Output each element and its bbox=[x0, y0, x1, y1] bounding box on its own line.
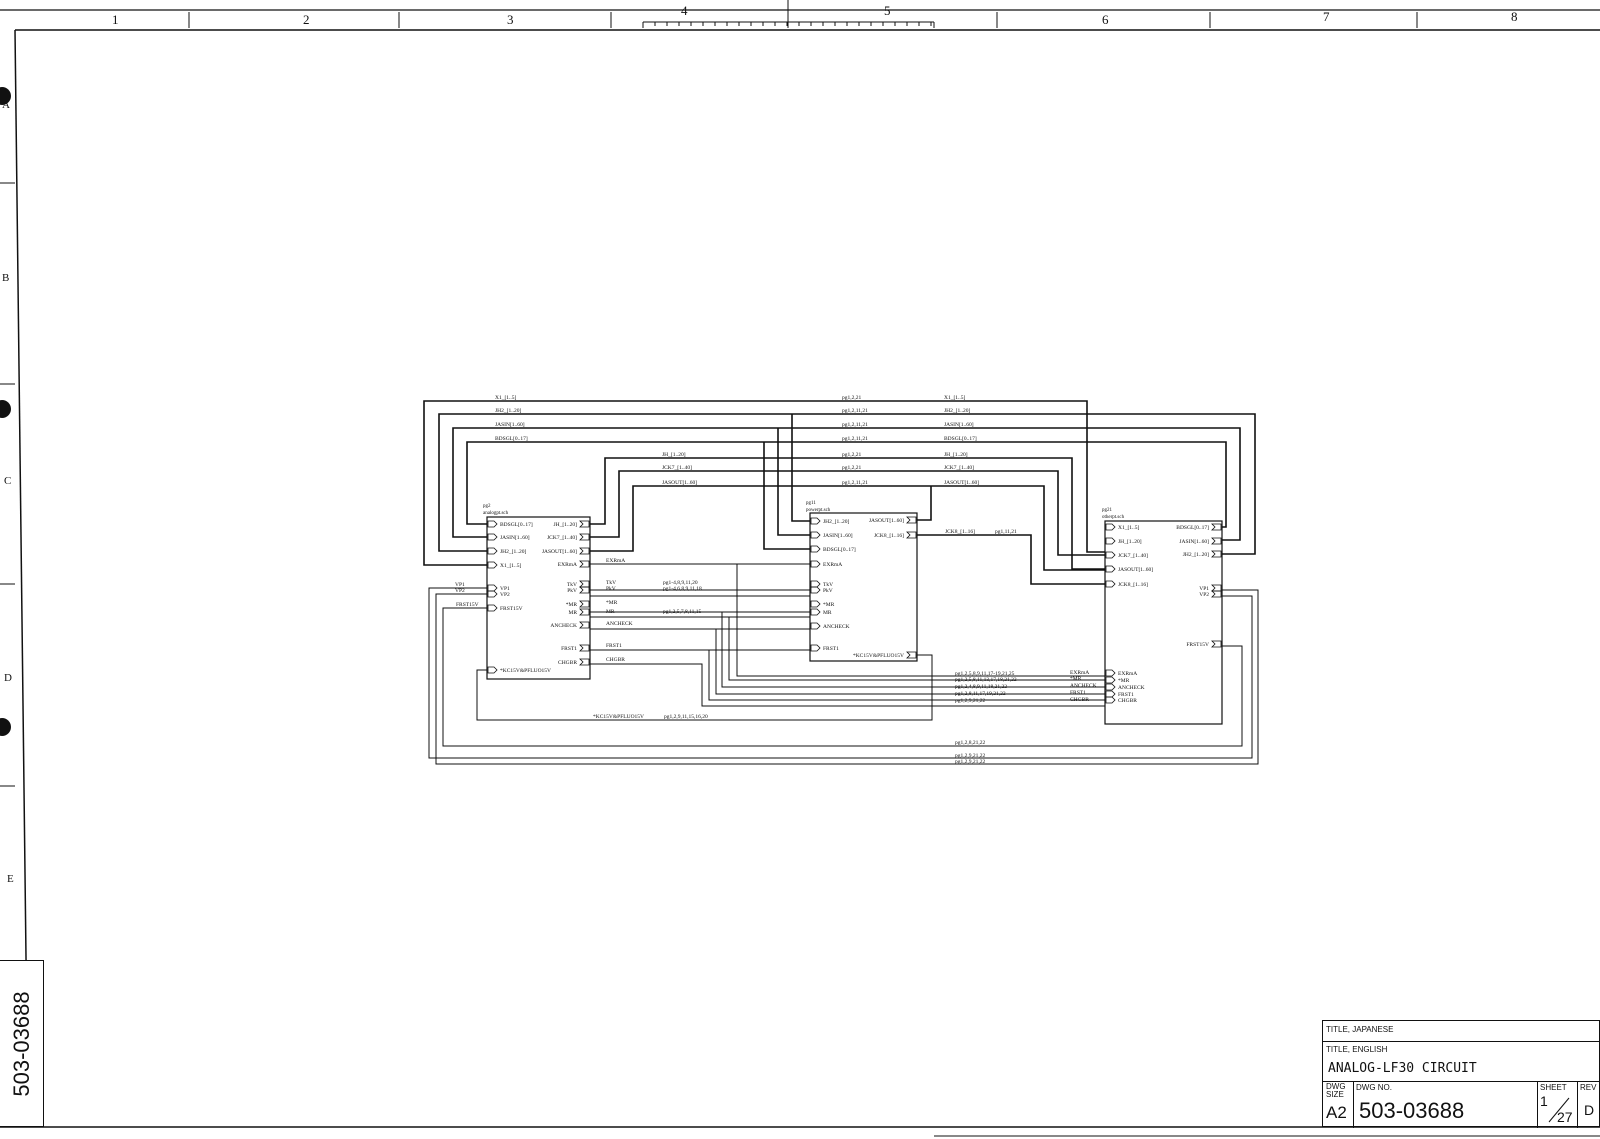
net-label: JASIN[1..60] bbox=[495, 422, 525, 428]
port-symbol bbox=[1106, 552, 1115, 558]
net-label: JH_[1..20] bbox=[662, 452, 686, 458]
pin-label: VP1 bbox=[500, 586, 510, 592]
port-symbol bbox=[811, 645, 820, 651]
port-symbol bbox=[1106, 670, 1115, 676]
port-symbol bbox=[811, 546, 820, 552]
net-ref: pg1,2,9,21,22 bbox=[955, 698, 986, 704]
col-label: 4 bbox=[681, 3, 688, 18]
port-symbol bbox=[580, 659, 589, 665]
row-label: C bbox=[4, 475, 12, 487]
port-symbol bbox=[1212, 585, 1221, 591]
col-label: 6 bbox=[1102, 12, 1109, 27]
port-symbol bbox=[580, 601, 589, 607]
pin-label: JCK8_[1..16] bbox=[874, 533, 904, 539]
port-symbol bbox=[580, 581, 589, 587]
row-label: D bbox=[4, 672, 12, 684]
pin-label: BDSGL[0..17] bbox=[500, 522, 533, 528]
pin-label: JH_[1..20] bbox=[553, 522, 577, 528]
col-label: 3 bbox=[507, 12, 514, 27]
column-labels bbox=[112, 3, 1518, 27]
net-label: *MR bbox=[1070, 676, 1082, 682]
sheet-label: SHEET bbox=[1540, 1083, 1567, 1092]
net-label: JASOUT[1..60] bbox=[944, 480, 980, 486]
pin-label: *MR bbox=[1118, 678, 1130, 684]
pin-label: VP2 bbox=[500, 592, 510, 598]
pin-label: JH2_[1..20] bbox=[500, 549, 527, 555]
sheet-block-power bbox=[806, 501, 917, 661]
port-symbol bbox=[488, 548, 497, 554]
port-symbol bbox=[907, 652, 916, 658]
pin-label: MR bbox=[568, 610, 577, 616]
net-ref: pg1-4,6,8,9,11,18 bbox=[663, 586, 702, 592]
port-symbol bbox=[580, 548, 589, 554]
net-ref: pg1,2,11,21 bbox=[842, 436, 868, 442]
pin-label: TkV bbox=[566, 582, 577, 588]
port-symbol bbox=[811, 623, 820, 629]
net-ref: pg1,2,4,8,9,11,18,21,22 bbox=[955, 684, 1008, 690]
net-label: JCK7_[1..40] bbox=[662, 465, 692, 471]
pin-label: FRST1 bbox=[1118, 692, 1134, 698]
col-label: 7 bbox=[1323, 9, 1330, 24]
net-ref: pg1,2,9,21,22 bbox=[955, 753, 986, 759]
pin-label: JH_[1..20] bbox=[1118, 539, 1142, 545]
pin-label: JH2_[1..20] bbox=[1182, 552, 1209, 558]
rev-label: REV bbox=[1580, 1083, 1597, 1092]
net-ref: pg1,2,5,8,9,11,17-19,21,25 bbox=[955, 671, 1015, 677]
pin-label: VP1 bbox=[1199, 586, 1209, 592]
title-english-label: TITLE, ENGLISH bbox=[1326, 1045, 1388, 1054]
col-label: 5 bbox=[884, 3, 891, 18]
net-ref: pg1,2,8,21,22 bbox=[955, 740, 986, 746]
port-symbol bbox=[488, 591, 497, 597]
net-ref: pg1-4,8,9,11,20 bbox=[663, 580, 698, 586]
block-ref: pg2 bbox=[483, 504, 491, 509]
side-drawing-number-text: 503-03688 bbox=[8, 990, 34, 1097]
net-label: X1_[1..5] bbox=[495, 395, 517, 401]
block-ref: pg21 bbox=[1102, 508, 1112, 513]
port-symbol bbox=[580, 622, 589, 628]
port-symbol bbox=[811, 518, 820, 524]
port-symbol bbox=[811, 581, 820, 587]
port-symbol bbox=[907, 532, 916, 538]
pin-label: ANCHECK bbox=[1118, 685, 1145, 691]
wire-jck8 bbox=[917, 535, 1105, 584]
sheet-current: 1 bbox=[1540, 1093, 1548, 1109]
row-label: A bbox=[2, 99, 10, 111]
signal-wires bbox=[429, 564, 1258, 764]
pin-label: JCK7_[1..40] bbox=[1118, 553, 1148, 559]
pin-label: BDSGL[0..17] bbox=[1176, 525, 1209, 531]
pin-label: FRST15V bbox=[500, 606, 523, 612]
wire-jasout-tap bbox=[917, 486, 931, 520]
net-label: JH2_[1..20] bbox=[495, 408, 522, 414]
net-label: ANCHECK bbox=[1070, 683, 1097, 689]
net-label: JCK7_[1..40] bbox=[944, 465, 974, 471]
port-symbol bbox=[488, 534, 497, 540]
pin-label: *KC15V&PFLUO15V bbox=[500, 668, 552, 674]
net-ref: pg1,2,21 bbox=[842, 452, 862, 458]
port-symbol bbox=[1106, 566, 1115, 572]
pin-label: ANCHECK bbox=[550, 623, 577, 629]
port-symbol bbox=[488, 667, 497, 673]
port-symbol bbox=[580, 561, 589, 567]
pin-label: FRST15V bbox=[1186, 642, 1209, 648]
pin-label: ANCHECK bbox=[823, 624, 850, 630]
port-symbol bbox=[580, 609, 589, 615]
net-ref: pg1,2,11,21 bbox=[842, 480, 868, 486]
pin-label: FRST1 bbox=[561, 646, 577, 652]
pin-label: FRST1 bbox=[823, 646, 839, 652]
port-symbol bbox=[1212, 641, 1221, 647]
port-symbol bbox=[488, 562, 497, 568]
wire-jasout bbox=[590, 486, 1105, 570]
pin-label: CHGBR bbox=[1118, 698, 1137, 704]
net-label: BDSGL[0..17] bbox=[944, 436, 977, 442]
net-label: *KC15V&PFLUO15V bbox=[593, 714, 645, 720]
net-label: JH_[1..20] bbox=[944, 452, 968, 458]
pin-label: TkV bbox=[823, 582, 834, 588]
net-label: FRST1 bbox=[606, 643, 622, 649]
pin-label: VP2 bbox=[1199, 592, 1209, 598]
net-labels bbox=[455, 395, 1097, 765]
pin-label: PkV bbox=[567, 588, 577, 594]
port-symbol bbox=[580, 587, 589, 593]
port-symbol bbox=[907, 517, 916, 523]
net-ref: pg1,2,8,11,17,19,21,22 bbox=[955, 691, 1006, 697]
net-ref: pg1,2,9,11,15,16,20 bbox=[664, 714, 708, 720]
dwg-no-label: DWG NO. bbox=[1356, 1083, 1392, 1092]
pin-label: JASIN[1..60] bbox=[823, 533, 853, 539]
block-ref: pg11 bbox=[806, 501, 816, 506]
col-label: 2 bbox=[303, 12, 310, 27]
net-label: CHGBR bbox=[606, 657, 625, 663]
sheet-block-main bbox=[483, 504, 590, 679]
port-symbol bbox=[1106, 677, 1115, 683]
net-ref: pg1,2,11,21 bbox=[842, 422, 868, 428]
registration-mark bbox=[0, 718, 11, 736]
port-symbol bbox=[488, 521, 497, 527]
net-label: JASIN[1..60] bbox=[944, 422, 974, 428]
registration-mark bbox=[0, 400, 11, 418]
ruler-ticks bbox=[643, 22, 931, 26]
net-ref: pg1,2,11,21 bbox=[842, 408, 868, 414]
rev: D bbox=[1584, 1102, 1595, 1118]
pin-label: JCK8_[1..16] bbox=[1118, 582, 1148, 588]
port-symbol bbox=[811, 532, 820, 538]
port-symbol bbox=[811, 587, 820, 593]
dwg-size-label: DWG SIZE bbox=[1326, 1082, 1346, 1099]
row-label: B bbox=[2, 272, 10, 284]
registration-marks bbox=[0, 87, 11, 1053]
pin-label: JASOUT[1..60] bbox=[541, 549, 577, 555]
wire-jasin-tap bbox=[778, 428, 810, 535]
block-file: otherpt.sch bbox=[1102, 515, 1125, 520]
port-symbol bbox=[488, 605, 497, 611]
net-ref: pg1,2,21 bbox=[842, 465, 862, 471]
port-symbol bbox=[1212, 524, 1221, 530]
port-symbol bbox=[811, 601, 820, 607]
net-label: EXRmA bbox=[1070, 670, 1090, 676]
title-block bbox=[1322, 1020, 1600, 1127]
net-label: FRST15V bbox=[456, 602, 479, 608]
row-label: E bbox=[7, 873, 14, 885]
net-label: VP2 bbox=[455, 588, 465, 594]
net-label: FRST1 bbox=[1070, 690, 1086, 696]
net-label: JCK8_[1..16] bbox=[945, 529, 975, 535]
net-label: PkV bbox=[606, 586, 616, 592]
port-symbol bbox=[1106, 538, 1115, 544]
port-symbol bbox=[488, 585, 497, 591]
port-symbol bbox=[1106, 524, 1115, 530]
net-label: BDSGL[0..17] bbox=[495, 436, 528, 442]
pin-label: BDSGL[0..17] bbox=[823, 547, 856, 553]
net-label: TkV bbox=[606, 580, 617, 586]
net-label: ANCHECK bbox=[606, 621, 633, 627]
pin-label: MR bbox=[823, 610, 832, 616]
title-japanese-label: TITLE, JAPANESE bbox=[1326, 1025, 1394, 1034]
pin-label: JASOUT[1..60] bbox=[1118, 567, 1154, 573]
port-symbol bbox=[580, 534, 589, 540]
pin-label: JASIN[1..60] bbox=[1179, 539, 1209, 545]
dwg-size: A2 bbox=[1326, 1103, 1347, 1122]
pin-label: JASIN[1..60] bbox=[500, 535, 530, 541]
net-ref: pg1,2,5,8,11,13,17,18,21,22 bbox=[955, 677, 1017, 683]
port-symbol bbox=[1106, 691, 1115, 697]
block-file: analogpt.sch bbox=[483, 511, 509, 516]
net-label: *MR bbox=[606, 600, 618, 606]
port-symbol bbox=[811, 561, 820, 567]
dwg-no: 503-03688 bbox=[1359, 1098, 1465, 1123]
block-file: powerpt.sch bbox=[806, 508, 831, 513]
net-label: EXRmA bbox=[606, 558, 626, 564]
pin-label: JH2_[1..20] bbox=[823, 519, 850, 525]
port-symbol bbox=[811, 609, 820, 615]
net-ref: pg1,2,9,21,22 bbox=[955, 759, 986, 765]
pin-label: X1_[1..5] bbox=[500, 563, 522, 569]
port-symbol bbox=[1212, 551, 1221, 557]
sheet-block-other bbox=[1102, 508, 1222, 724]
pin-label: CHGBR bbox=[558, 660, 577, 666]
net-label: X1_[1..5] bbox=[944, 395, 966, 401]
port-symbol bbox=[1106, 684, 1115, 690]
pin-label: PkV bbox=[823, 588, 833, 594]
net-label: CHGBR bbox=[1070, 697, 1089, 703]
pin-label: *MR bbox=[823, 602, 835, 608]
title-english: ANALOG-LF30 CIRCUIT bbox=[1328, 1061, 1477, 1076]
port-symbol bbox=[1212, 591, 1221, 597]
net-label: MR bbox=[606, 609, 615, 615]
col-label: 8 bbox=[1511, 9, 1518, 24]
sheet-total: 27 bbox=[1557, 1109, 1573, 1125]
pin-label: JCK7_[1..40] bbox=[547, 535, 577, 541]
row-labels bbox=[2, 99, 14, 885]
col-label: 1 bbox=[112, 12, 119, 27]
port-symbol bbox=[1106, 581, 1115, 587]
pin-label: EXRmA bbox=[557, 562, 577, 568]
port-symbol bbox=[580, 521, 589, 527]
pin-label: *MR bbox=[565, 602, 577, 608]
pin-label: JASOUT[1..60] bbox=[868, 518, 904, 524]
net-label: JH2_[1..20] bbox=[944, 408, 971, 414]
port-symbol bbox=[1106, 697, 1115, 703]
pin-label: X1_[1..5] bbox=[1118, 525, 1140, 531]
port-symbol bbox=[1212, 538, 1221, 544]
side-drawing-number bbox=[0, 960, 44, 1127]
port-symbol bbox=[580, 645, 589, 651]
pin-label: *KC15V&PFLUO15V bbox=[852, 653, 904, 659]
pin-label: EXRmA bbox=[823, 562, 843, 568]
net-ref: pg1,2,5,7,8,11,15 bbox=[663, 609, 702, 615]
net-label: JASOUT[1..60] bbox=[662, 480, 698, 486]
pin-label: EXRmA bbox=[1118, 671, 1138, 677]
net-ref: pg1,11,21 bbox=[995, 529, 1017, 535]
net-label: VP1 bbox=[455, 582, 465, 588]
net-ref: pg1,2,21 bbox=[842, 395, 862, 401]
